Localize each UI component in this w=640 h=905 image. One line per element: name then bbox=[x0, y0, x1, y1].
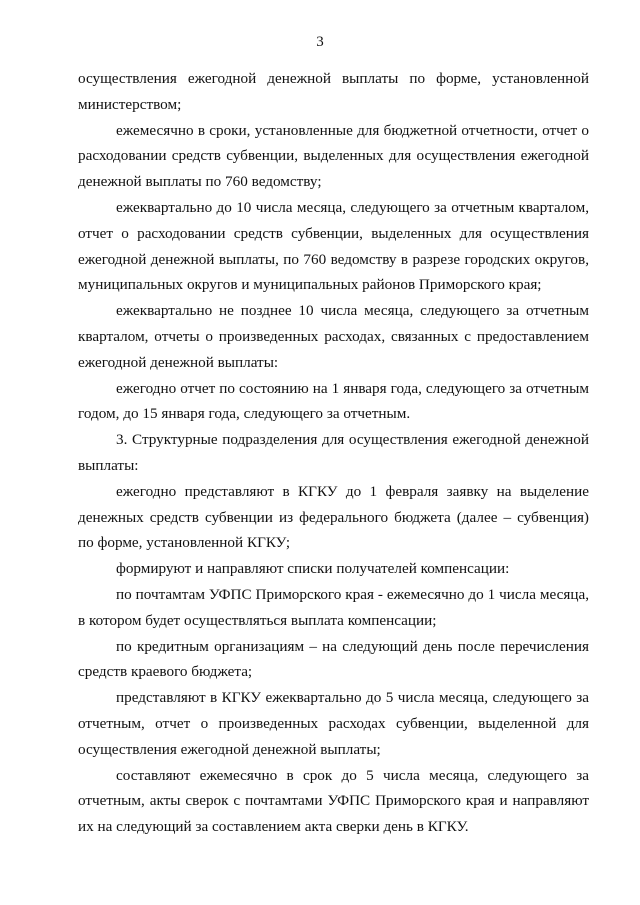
paragraph: формируют и направляют списки получателей компенсации: bbox=[116, 560, 510, 578]
paragraph: представляют в КГКУ ежеквартально до 5 числа месяца, следующего за отчетным, отчет о произведенных расходах субвенции, выделенной для осуществления ежегодной денежной выплаты; bbox=[78, 689, 589, 758]
paragraph: по почтамтам УФПС Приморского края - ежемесячно до 1 числа месяца, в котором будет осуществляться выплата компенсации; bbox=[78, 585, 589, 629]
page-number: 3 bbox=[316, 34, 324, 50]
paragraph: составляют ежемесячно в срок до 5 числа месяца, следующего за отчетным, акты сверок с почтамтами УФПС Приморского края и направляют их на следующий за составлением акта сверки день в КГКУ. bbox=[78, 766, 589, 836]
paragraph: 3. Структурные подразделения для осуществления ежегодной денежной выплаты: bbox=[78, 431, 589, 474]
paragraph: ежеквартально не позднее 10 числа месяца, следующего за отчетным кварталом, отчеты о произведенных расходах, связанных с предоставлением ежегодной денежной выплаты: bbox=[78, 302, 589, 371]
paragraph: ежегодно представляют в КГКУ до 1 февраля заявку на выделение денежных средств субвенции из федерального бюджета (далее – субвенция) по форме, установленной КГКУ; bbox=[78, 482, 589, 552]
paragraph: ежемесячно в сроки, установленные для бюджетной отчетности, отчет о расходовании средств субвенции, выделенных для осуществления ежегодной денежной выплаты по 760 ведомству; bbox=[78, 121, 589, 191]
paragraph: ежегодно отчет по состоянию на 1 января года, следующего за отчетным годом, до 15 января года, следующего за отчетным. bbox=[78, 379, 589, 423]
document-body bbox=[78, 66, 589, 840]
paragraph: по кредитным организациям – на следующий день после перечисления средств краевого бюджета; bbox=[78, 637, 589, 681]
paragraph: ежеквартально до 10 числа месяца, следующего за отчетным кварталом, отчет о расходовании средств субвенции, выделенных для осуществления ежегодной денежной выплаты, по 760 ведомству в разрезе городских округов, муниципальных округов и муниципальных районов Приморского края; bbox=[78, 198, 589, 294]
paragraph: осуществления ежегодной денежной выплаты по форме, установленной министерством; bbox=[78, 70, 589, 113]
